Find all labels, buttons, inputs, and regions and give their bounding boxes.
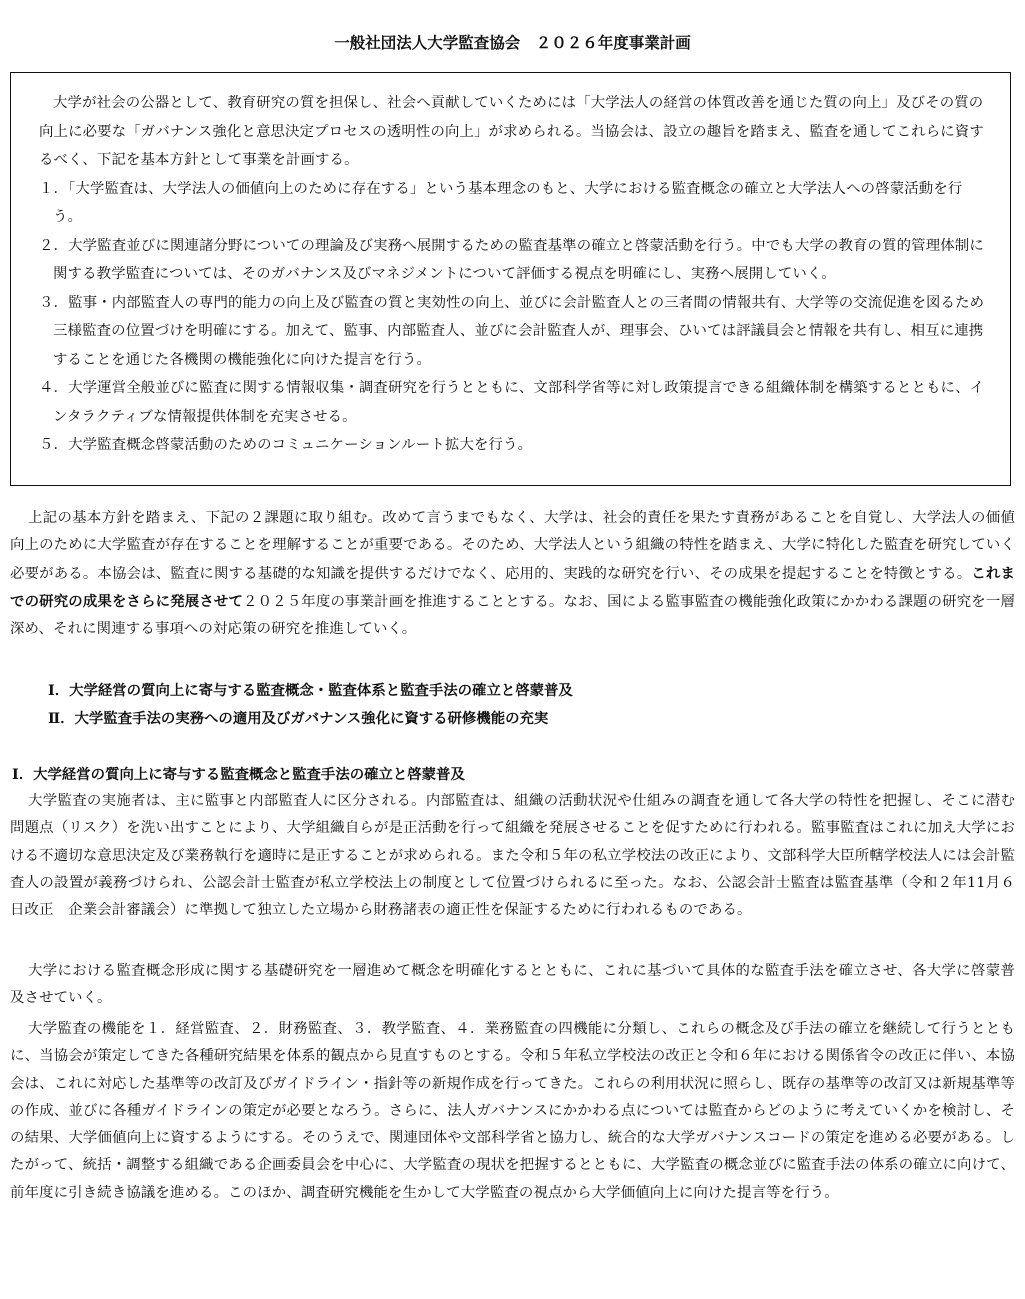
section-1-paragraph-3: 大学監査の機能を１．経営監査、２．財務監査、３．教学監査、４．業務監査の四機能に分類し、これらの概念及び手法の確立を継続して行うとともに、当協会が策定してきた各種研究結果を体系的観点から見直すものとする。令和５年私立学校法の改正と令和６年における関係省令の改正に伴い、本協会は、これに対応した基準等の改訂及びガイドライン・指針等の新規作成を行ってきた。これらの利用状況に照らし、既存の基準等の改訂又は新規基準等の作成、並びに各種ガイドラインの策定が必要となろう。さらに、法人ガバナンスにかかわる点については監査からどのように考えていくかを検討し、その結果、大学価値向上に資するようにする。そのうえで、関連団体や文部科学省と協力し、統合的な大学ガバナンスコードの策定を進める必要がある。したがって、統括・調整する組織である企画委員会を中心に、大学監査の現状を把握するとともに、大学監査の概念並びに監査手法の体系の確立に向けて、前年度に引き続き協議を進める。このほか、調査研究機能を生かして大学監査の視点から大学価値向上に向けた提言等を行う。 [10, 1021, 1015, 1201]
policy-item-5: ５．大学監査概念啓蒙活動のためのコミュニケーションルート拡大を行う。 [39, 437, 533, 453]
policy-item-2: ２．大学監査並びに関連諸分野についての理論及び実務へ展開するための監査基準の確立と啓蒙活動を行う。中でも大学の教育の質的管理体制に関する教学監査については、そのガバナンス及びマネジメントについて評価する視点を明確にし、実務へ展開していく。 [39, 237, 984, 282]
section-1-paragraph-1: 大学監査の実施者は、主に監事と内部監査人に区分される。内部監査は、組織の活動状況や仕組みの調査を通して各大学の特性を把握し、そこに潜む問題点（リスク）を洗い出すことにより、大学組織自らが是正活動を行って組織を発展させることを促すために行われる。監事監査はこれに加え大学における不適切な意思決定及び業務執行を適時に是正することが求められる。また令和５年の私立学校法の改正により、文部科学大臣所轄学校法人には会計監査人の設置が義務づけられ、公認会計士監査が私立学校法上の制度として位置づけられるに至った。なお、公認会計士監査は監査基準（令和２年11月６日改正 企業会計審議会）に準拠して独立した立場から財務諸表の適正性を保証するために行われるものである。 [10, 793, 1015, 919]
policy-intro: 大学が社会の公器として、教育研究の質を担保し、社会へ貢献していくためには「大学法人の経営の体質改善を通じた質の向上」及びその質の向上に必要な「ガバナンス強化と意思決定プロセスの透明性の向上」が求められる。当協会は、設立の趣旨を踏まえ、監査を通してこれらに資するべく、下記を基本方針として事業を計画する。 [39, 95, 984, 168]
basic-policy-box [10, 72, 1011, 486]
policy-item-1: １．「大学監査は、大学法人の価値向上のために存在する」という基本理念のもと、大学における監査概念の確立と大学法人への啓蒙活動を行う。 [39, 180, 963, 225]
task-1: Ⅰ．大学経営の質向上に寄与する監査概念・監査体系と監査手法の確立と啓蒙普及 [48, 682, 573, 699]
body-paragraph-1-bold: これまでの研究の成果をさらに発展させて [10, 564, 1015, 610]
body-paragraph-1-text-b: ２０２５年度の事業計画を推進することとする。なお、国による監事監査の機能強化政策にかかわる課題の研究を一層深め、それに関連する事項への対応策の研究を推進していく。 [10, 593, 1015, 638]
document-title: 一般社団法人大学監査協会 ２０２６年度事業計画 [334, 33, 691, 52]
section-1-heading: Ⅰ．大学経営の質向上に寄与する監査概念と監査手法の確立と啓蒙普及 [12, 766, 465, 783]
section-1-paragraph-2: 大学における監査概念形成に関する基礎研究を一層進めて概念を明確化するとともに、これに基づいて具体的な監査手法を確立させ、各大学に啓蒙普及させていく。 [10, 963, 1015, 1007]
body-paragraph-1-text-a: 上記の基本方針を踏まえ、下記の２課題に取り組む。改めて言うまでもなく、大学は、社会的責任を果たす責務があることを自覚し、大学法人の価値向上のために大学監査が存在することを理解することが重要である。そのため、大学法人という組織の特性を踏まえ、大学に特化した監査を研究していく必要がある。本協会は、監査に関する基礎的な知識を提供するだけでなく、応用的、実践的な研究を行い、その成果を提起することを特徴とする。 [10, 510, 1015, 582]
body-paragraph-1 [10, 505, 1015, 643]
task-2: Ⅱ．大学監査手法の実務への適用及びガバナンス強化に資する研修機能の充実 [48, 710, 549, 727]
policy-item-4: ４．大学運営全般並びに監査に関する情報収集・調査研究を行うとともに、文部科学省等に対し政策提言できる組織体制を構築するとともに、インタラクティブな情報提供体制を充実させる。 [39, 380, 985, 425]
policy-item-3: ３．監事・内部監査人の専門的能力の向上及び監査の質と実効性の向上、並びに会計監査人との三者間の情報共有、大学等の交流促進を図るため三様監査の位置づけを明確にする。加えて、監事、内部監査人、並びに会計監査人が、理事会、ひいては評議員会と情報を共有し、相互に連携することを通じた各機関の機能強化に向けた提言を行う。 [39, 294, 985, 368]
